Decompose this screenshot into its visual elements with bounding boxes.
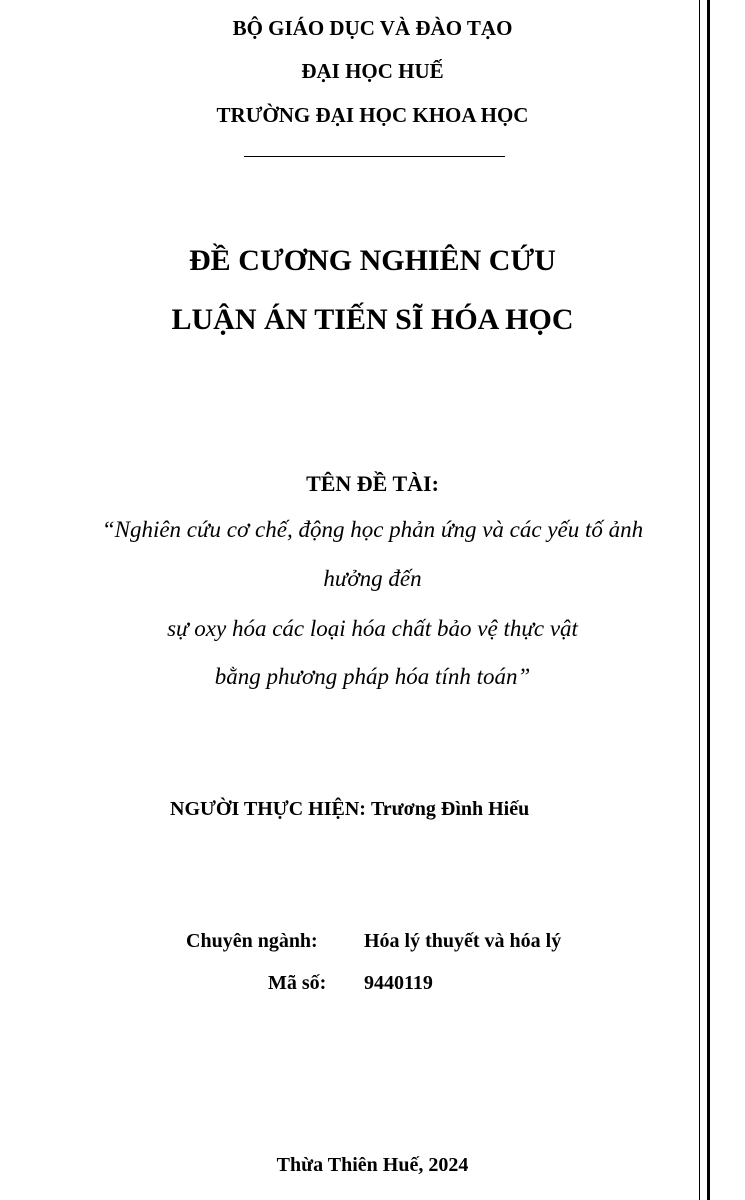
header-divider <box>244 156 505 157</box>
topic-line-2: hưởng đến <box>323 566 422 591</box>
code-value: 9440119 <box>364 972 433 994</box>
school-name: TRƯỜNG ĐẠI HỌC KHOA HỌC <box>216 103 529 127</box>
place-year: Thừa Thiên Huế, 2024 <box>276 1154 469 1176</box>
major-label: Chuyên ngành: <box>186 930 318 952</box>
topic-line-3: sự oxy hóa các loại hóa chất bảo vệ thực vật <box>167 616 578 641</box>
document-title-line-2: LUẬN ÁN TIẾN SĨ HÓA HỌC <box>171 303 574 336</box>
author-label: NGƯỜI THỰC HIỆN: <box>170 798 366 820</box>
university-name: ĐẠI HỌC HUẾ <box>301 59 444 83</box>
document-title-line-1: ĐỀ CƯƠNG NGHIÊN CỨU <box>189 244 556 277</box>
code-label: Mã số: <box>268 972 327 994</box>
major-value: Hóa lý thuyết và hóa lý <box>364 930 562 952</box>
author-line <box>170 798 529 821</box>
topic-line-4: bằng phương pháp hóa tính toán” <box>214 664 531 689</box>
page-border-inner <box>699 0 700 1200</box>
ministry-name: BỘ GIÁO DỤC VÀ ĐÀO TẠO <box>232 16 513 40</box>
topic-line-1: “Nghiên cứu cơ chế, động học phản ứng và các yếu tố ảnh <box>101 517 644 542</box>
page-border-outer <box>707 0 710 1200</box>
author-name: Trương Đình Hiếu <box>370 798 530 820</box>
topic-heading: TÊN ĐỀ TÀI: <box>306 471 439 496</box>
